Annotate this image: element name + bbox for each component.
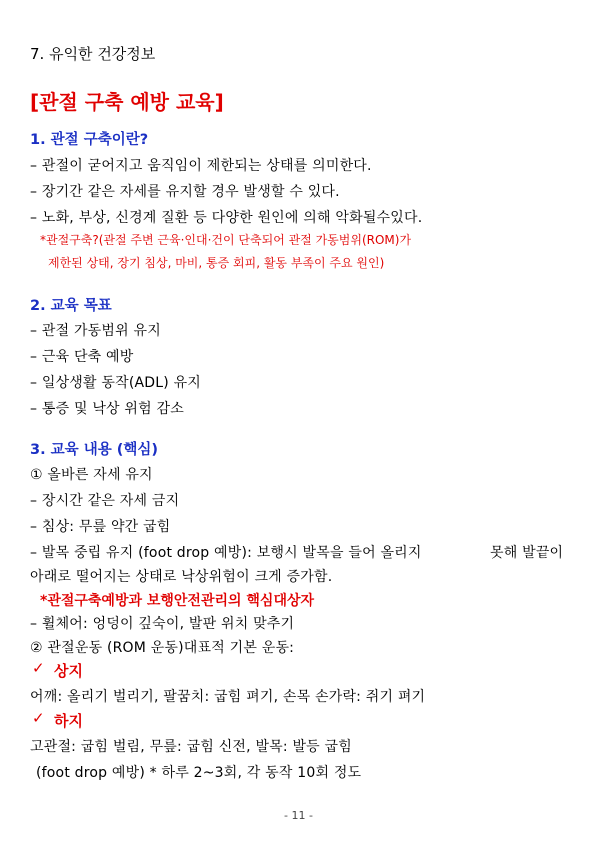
part1-line-2: – 장기간 같은 자세를 유지할 경우 발생할 수 있다. bbox=[30, 184, 340, 200]
part3-item1: ① 올바른 자세 유지 bbox=[30, 467, 153, 483]
part1-note-line2: 제한된 상태, 장기 침상, 마비, 통증 회피, 활동 부족이 주요 원인) bbox=[48, 256, 385, 270]
part3-line-a: – 장시간 같은 자세 금지 bbox=[30, 493, 180, 509]
part3-item2: ② 관절운동 (ROM 운동)대표적 기본 운동: bbox=[30, 640, 295, 656]
page-number: - 11 - bbox=[284, 809, 313, 822]
part3-line-b: – 침상: 무릎 약간 굽힘 bbox=[30, 519, 171, 535]
part2-line-3: – 일상생활 동작(ADL) 유지 bbox=[30, 375, 202, 391]
checkmark-icon: ✓ bbox=[32, 709, 45, 727]
lower-limb-text: 고관절: 굽힘 벌림, 무릎: 굽힘 신전, 발목: 발등 굽힘 bbox=[30, 739, 353, 755]
part3-line-d: – 휠체어: 엉덩이 깊숙이, 발판 위치 맞추기 bbox=[30, 616, 295, 632]
part2-line-4: – 통증 및 낙상 위험 감소 bbox=[30, 401, 184, 417]
upper-limb-label: 상지 bbox=[54, 662, 83, 680]
upper-limb-text: 어깨: 올리기 벌리기, 팔꿈치: 굽힘 펴기, 손목 손가락: 쥐기 펴기 bbox=[30, 689, 426, 705]
part3-line-c1a: – 발목 중립 유지 (foot drop 예방): 보행시 발목을 들어 올리지 bbox=[30, 545, 422, 561]
part2-line-2: – 근육 단축 예방 bbox=[30, 349, 134, 365]
frequency-text: (foot drop 예방) * 하루 2~3회, 각 동작 10회 정도 bbox=[36, 765, 362, 781]
part3-line-c1b: 못해 발끝이 bbox=[490, 545, 564, 561]
document-title: [관절 구축 예방 교육] bbox=[30, 90, 224, 114]
part2-heading: 2. 교육 목표 bbox=[30, 298, 112, 314]
part2-line-1: – 관절 가동범위 유지 bbox=[30, 323, 161, 339]
part1-line-1: – 관절이 굳어지고 움직임이 제한되는 상태를 의미한다. bbox=[30, 158, 372, 174]
part1-heading: 1. 관절 구축이란? bbox=[30, 132, 149, 148]
checkmark-icon: ✓ bbox=[32, 659, 45, 677]
section-header: 7. 유익한 건강정보 bbox=[30, 45, 156, 63]
part3-heading: 3. 교육 내용 (핵심) bbox=[30, 442, 159, 458]
part1-line-3: – 노화, 부상, 신경계 질환 등 다양한 원인에 의해 악화될수있다. bbox=[30, 210, 423, 226]
lower-limb-label: 하지 bbox=[54, 712, 83, 730]
part3-target-note: *관절구축예방과 보행안전관리의 핵심대상자 bbox=[40, 593, 315, 609]
part3-line-c2: 아래로 떨어지는 상태로 낙상위험이 크게 증가함. bbox=[30, 569, 333, 585]
part1-note-line1: *관절구축?(관절 주변 근육·인대·건이 단축되어 관절 가동범위(ROM)가 bbox=[40, 233, 412, 247]
